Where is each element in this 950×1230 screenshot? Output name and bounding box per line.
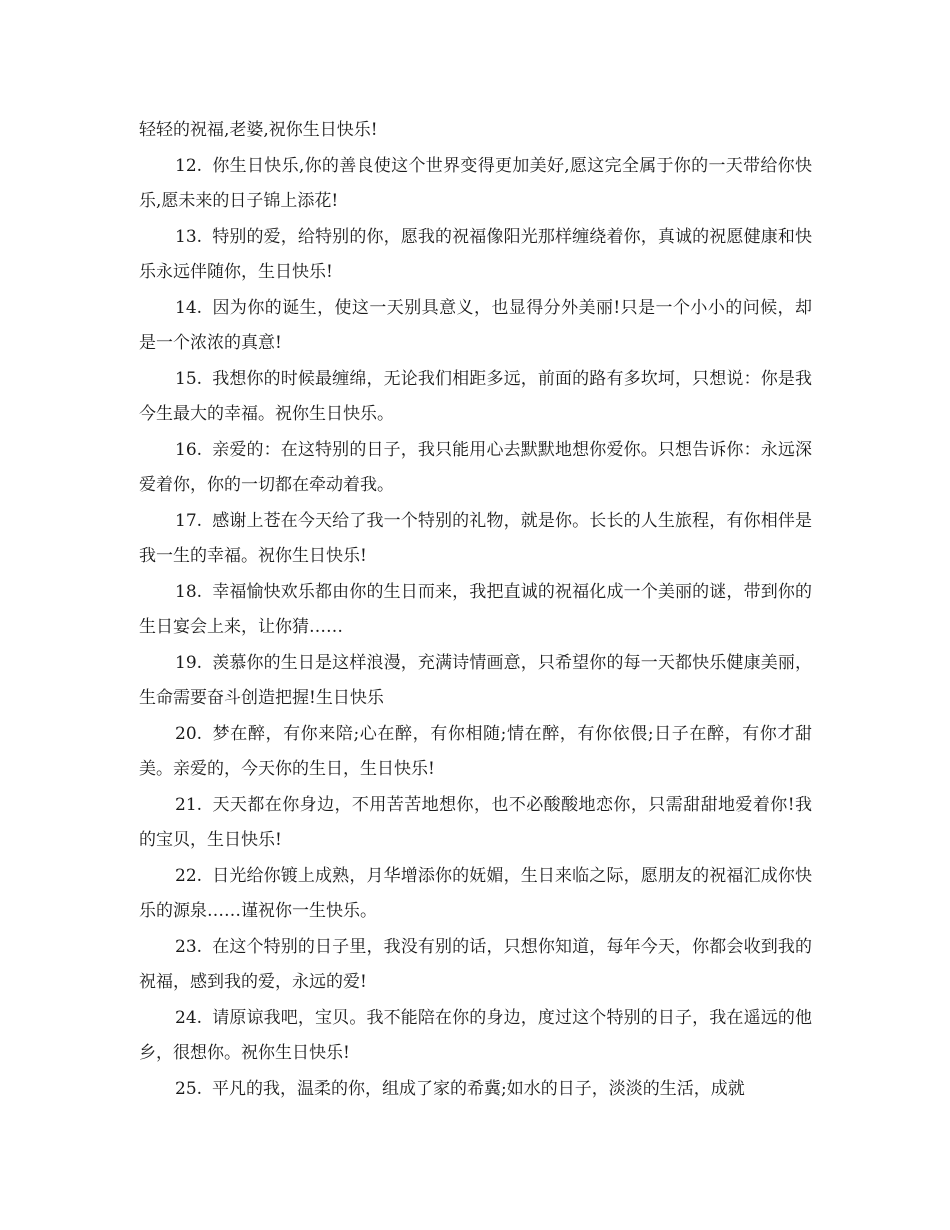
item-number: 20. xyxy=(175,723,203,744)
list-item xyxy=(139,362,812,433)
document-body xyxy=(139,113,812,1107)
item-number: 12. xyxy=(175,155,203,176)
lead-fragment: 轻轻的祝福,老婆,祝你生日快乐! xyxy=(139,120,378,140)
item-number: 25. xyxy=(175,1078,203,1099)
list-item xyxy=(139,149,812,220)
item-text: 我想你的时候最缠绵，无论我们相距多远，前面的路有多坎坷，只想说：你是我今生最大的幸福。祝你生日快乐。 xyxy=(139,368,812,424)
list-item xyxy=(139,859,812,930)
item-text: 亲爱的：在这特别的日子，我只能用心去默默地想你爱你。只想告诉你：永远深爱着你，你的一切都在牵动着我。 xyxy=(139,439,812,495)
item-text: 感谢上苍在今天给了我一个特别的礼物，就是你。长长的人生旅程，有你相伴是我一生的幸福。祝你生日快乐! xyxy=(139,510,812,566)
item-text: 幸福愉快欢乐都由你的生日而来，我把直诚的祝福化成一个美丽的谜，带到你的生日宴会上来，让你猜…… xyxy=(139,581,812,637)
item-number: 13. xyxy=(175,226,203,247)
item-number: 21. xyxy=(175,794,203,815)
item-number: 15. xyxy=(175,368,203,389)
list-item xyxy=(139,646,812,717)
list-item xyxy=(139,1001,812,1072)
item-text: 你生日快乐,你的善良使这个世界变得更加美好,愿这完全属于你的一天带给你快乐,愿未来的日子锦上添花! xyxy=(139,155,812,211)
item-text: 梦在醉，有你来陪;心在醉，有你相随;情在醉，有你依偎;日子在醉，有你才甜美。亲爱的，今天你的生日，生日快乐! xyxy=(139,723,812,779)
item-text: 羡慕你的生日是这样浪漫，充满诗情画意，只希望你的每一天都快乐健康美丽，生命需要奋斗创造把握!生日快乐 xyxy=(139,652,812,708)
list-item xyxy=(139,220,812,291)
item-number: 17. xyxy=(175,510,203,531)
list-item xyxy=(139,291,812,362)
item-number: 23. xyxy=(175,936,203,957)
item-number: 14. xyxy=(175,297,203,318)
list-item xyxy=(139,717,812,788)
list-item xyxy=(139,504,812,575)
list-item xyxy=(139,788,812,859)
list-item xyxy=(139,1072,812,1108)
item-number: 18. xyxy=(175,581,203,602)
item-number: 24. xyxy=(175,1007,203,1028)
list-item xyxy=(139,575,812,646)
item-text: 在这个特别的日子里，我没有别的话，只想你知道，每年今天，你都会收到我的祝福，感到我的爱，永远的爱! xyxy=(139,936,812,992)
item-text: 请原谅我吧，宝贝。我不能陪在你的身边，度过这个特别的日子，我在遥远的他乡，很想你。祝你生日快乐! xyxy=(139,1007,812,1063)
item-text: 天天都在你身边，不用苦苦地想你，也不必酸酸地恋你，只需甜甜地爱着你!我的宝贝，生日快乐! xyxy=(139,794,812,850)
item-text: 日光给你镀上成熟，月华增添你的妩媚，生日来临之际，愿朋友的祝福汇成你快乐的源泉……谨祝你一生快乐。 xyxy=(139,865,812,921)
item-text: 特别的爱，给特别的你，愿我的祝福像阳光那样缠绕着你，真诚的祝愿健康和快乐永远伴随你，生日快乐! xyxy=(139,226,812,282)
list-item xyxy=(139,433,812,504)
item-number: 16. xyxy=(175,439,203,460)
item-number: 22. xyxy=(175,865,203,886)
item-number: 19. xyxy=(175,652,203,673)
item-text: 因为你的诞生，使这一天别具意义，也显得分外美丽!只是一个小小的问候，却是一个浓浓的真意! xyxy=(139,297,812,353)
list-item xyxy=(139,930,812,1001)
item-text: 平凡的我，温柔的你，组成了家的希冀;如水的日子，淡淡的生活，成就 xyxy=(212,1078,745,1099)
